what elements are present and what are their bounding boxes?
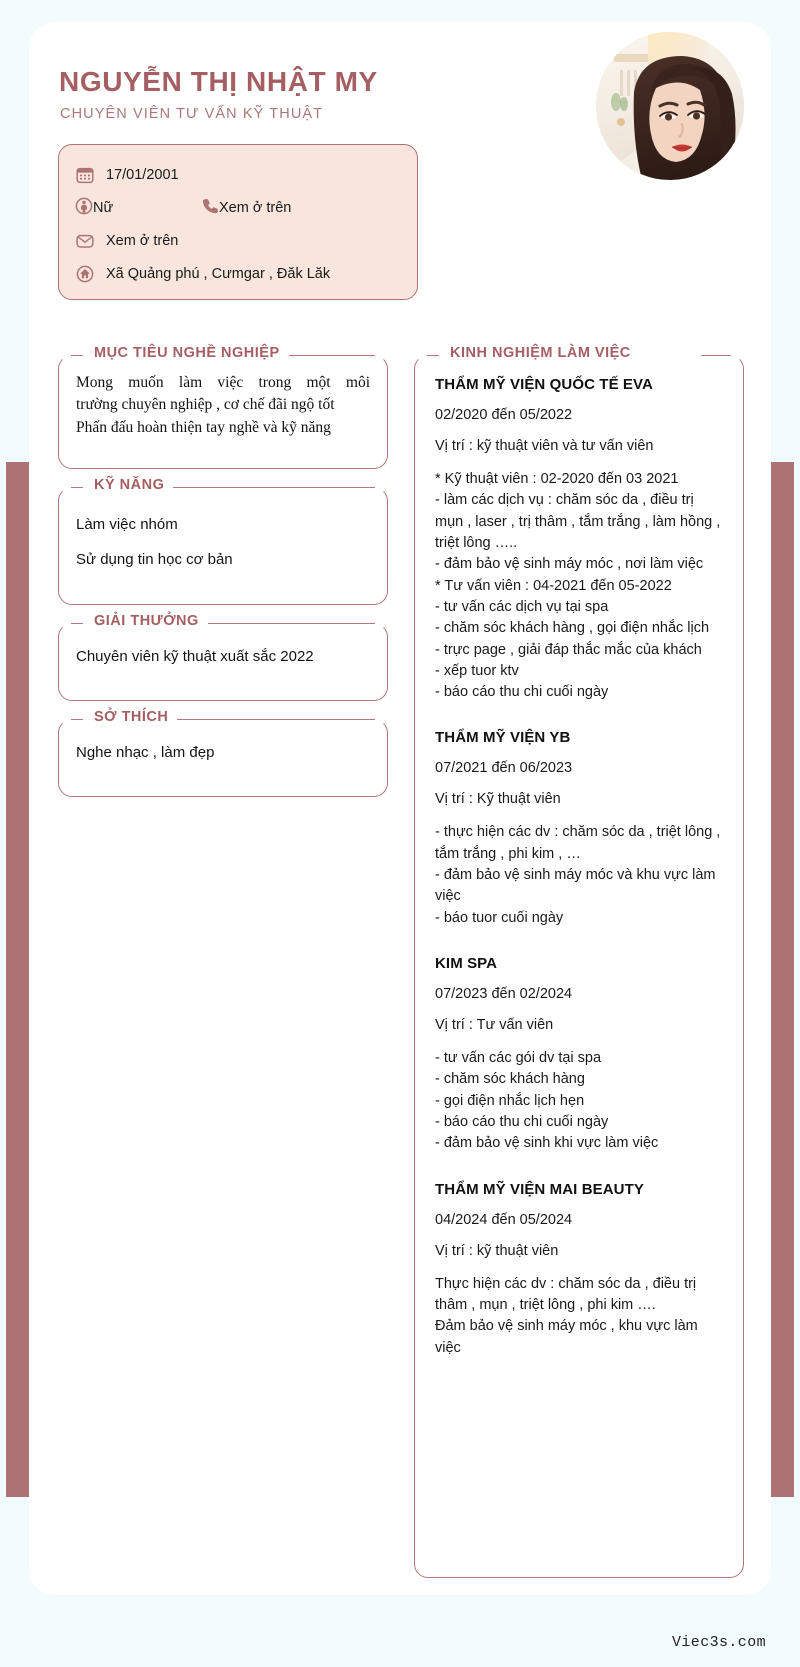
job-duty-list: [435, 822, 725, 929]
candidate-name: NGUYỄN THỊ NHẬT MY: [59, 66, 378, 97]
job-duty-line: * Tư vấn viên : 04-2021 đến 05-2022: [435, 577, 672, 594]
section-skills-body: [59, 488, 387, 584]
job-duty-line: - chăm sóc khách hàng: [435, 1071, 585, 1088]
section-skills: [58, 477, 388, 605]
job-duty-line: - báo tuor cuối ngày: [435, 909, 564, 926]
job-duty-line: - gọi điện nhắc lịch hẹn: [435, 1092, 585, 1109]
personal-info-box: [58, 144, 418, 300]
job-duty-line: - xếp tuor ktv: [435, 662, 519, 679]
info-row-address: [75, 257, 401, 290]
section-awards: [58, 613, 388, 701]
section-hobbies: [58, 709, 388, 797]
section-awards-body: [59, 624, 387, 681]
section-rule: [701, 355, 731, 357]
hobby-item: Nghe nhạc , làm đẹp: [76, 744, 215, 761]
site-watermark: Viec3s.com: [671, 1634, 766, 1651]
section-experience-title: KINH NGHIỆM LÀM VIỆC: [441, 345, 640, 361]
avatar: [596, 32, 744, 180]
section-rule: [159, 719, 375, 721]
job-duty-line: Đảm bảo vệ sinh máy móc , khu vực làm việc: [435, 1318, 698, 1356]
candidate-job-title: CHUYÊN VIÊN TƯ VẤN KỸ THUẬT: [60, 106, 324, 122]
objective-line-1: Mong muốn làm việc trong một môi: [76, 374, 370, 391]
section-skills-title: KỸ NĂNG: [85, 477, 173, 493]
job-role: Vị trí : Tư vấn viên: [435, 1017, 554, 1033]
job-duty-line: - thực hiện các dv : chăm sóc da , triệt lông , tắm trắng , phi kim , …: [435, 824, 721, 862]
objective-text: [76, 372, 370, 439]
job-dates: 07/2021 đến 06/2023: [435, 760, 573, 777]
job-role: Vị trí : kỹ thuật viên và tư vấn viên: [435, 438, 654, 454]
info-birthdate-value: 17/01/2001: [106, 166, 179, 183]
section-rule: [153, 487, 375, 489]
info-gender: [75, 197, 201, 219]
phone-icon: [201, 197, 219, 219]
info-phone-value: Xem ở trên: [219, 199, 292, 216]
home-icon: [75, 264, 95, 284]
info-gender-value: Nữ: [93, 199, 114, 216]
job-company: THẨM MỸ VIỆN MAI BEAUTY: [435, 1180, 644, 1198]
job-duty-line: - đảm bảo vệ sinh máy móc , nơi làm việc: [435, 556, 704, 573]
section-experience-body: [415, 356, 743, 1369]
job-duty-list: [435, 469, 725, 703]
job-duty-line: - báo cáo thu chi cuối ngày: [435, 1113, 609, 1130]
cv-header: [29, 22, 771, 322]
job-role: Vị trí : kỹ thuật viên: [435, 1242, 559, 1259]
job-duty-line: - trực page , giải đáp thắc mắc của khách: [435, 641, 702, 658]
job-duty-line: - tư vấn các dịch vụ tại spa: [435, 598, 609, 615]
section-objective: [58, 345, 388, 469]
info-address-value: Xã Quảng phú , Cưmgar , Đăk Lăk: [106, 265, 331, 282]
info-email-value: Xem ở trên: [106, 232, 179, 249]
job-duty-line: - đảm bảo vệ sinh máy móc và khu vực làm việc: [435, 867, 716, 905]
experience-job: [435, 1181, 725, 1359]
section-hobbies-body: [59, 720, 387, 777]
section-objective-title: MỤC TIÊU NGHỀ NGHIỆP: [85, 345, 289, 361]
job-dates: 04/2024 đến 05/2024: [435, 1211, 573, 1228]
job-duty-line: - tư vấn các gói dv tại spa: [435, 1050, 602, 1066]
job-duty-line: Thực hiện các dv : chăm sóc da , điều trị thâm , mụn , triệt lông , phi kim ….: [435, 1275, 697, 1313]
section-objective-body: [59, 356, 387, 455]
cv-page-card: [29, 22, 771, 1595]
envelope-icon: [75, 231, 95, 251]
experience-job: [435, 955, 725, 1155]
calendar-icon: [75, 165, 95, 185]
skill-item: Sử dụng tin học cơ bản: [76, 551, 233, 568]
info-row-email: [75, 224, 401, 257]
job-role: Vị trí : Kỹ thuật viên: [435, 791, 561, 808]
section-rule: [189, 623, 375, 625]
experience-job: [435, 376, 725, 703]
job-duty-list: [435, 1048, 725, 1155]
info-phone: [201, 197, 291, 219]
info-row-birthdate: [75, 158, 401, 191]
job-duty-list: [435, 1274, 725, 1359]
objective-line-3: Phấn đấu hoàn thiện tay nghề và kỹ năng: [76, 418, 331, 436]
job-company: KIM SPA: [435, 955, 498, 972]
job-dates: 02/2020 đến 05/2022: [435, 407, 573, 423]
experience-job: [435, 729, 725, 929]
info-row-gender-phone: [75, 191, 401, 224]
profile-photo-icon: [596, 32, 744, 180]
job-duty-line: - chăm sóc khách hàng , gọi điện nhắc lịch: [435, 620, 710, 637]
job-company: THẨM MỸ VIỆN YB: [435, 729, 571, 747]
skill-item: Làm việc nhóm: [76, 516, 178, 533]
section-hobbies-title: SỞ THÍCH: [85, 709, 177, 725]
job-duty-line: * Kỹ thuật viên : 02-2020 đến 03 2021: [435, 471, 679, 487]
objective-line-2: trường chuyên nghiệp , cơ chế đãi ngộ tốt: [76, 396, 335, 414]
job-duty-line: - báo cáo thu chi cuối ngày: [435, 684, 609, 701]
job-duty-line: - làm các dịch vụ : chăm sóc da , điều trị mụn , laser , trị thâm , tắm trắng , làm hồng , triệt lông …..: [435, 492, 721, 551]
gender-icon: [75, 197, 93, 219]
section-experience: [414, 345, 744, 1578]
section-awards-title: GIẢI THƯỞNG: [85, 613, 208, 629]
job-dates: 07/2023 đến 02/2024: [435, 986, 573, 1002]
award-item: Chuyên viên kỹ thuật xuất sắc 2022: [76, 648, 314, 665]
job-duty-line: - đảm bảo vệ sinh khi vực làm việc: [435, 1135, 659, 1152]
job-company: THẨM MỸ VIỆN QUỐC TẾ EVA: [435, 376, 653, 393]
